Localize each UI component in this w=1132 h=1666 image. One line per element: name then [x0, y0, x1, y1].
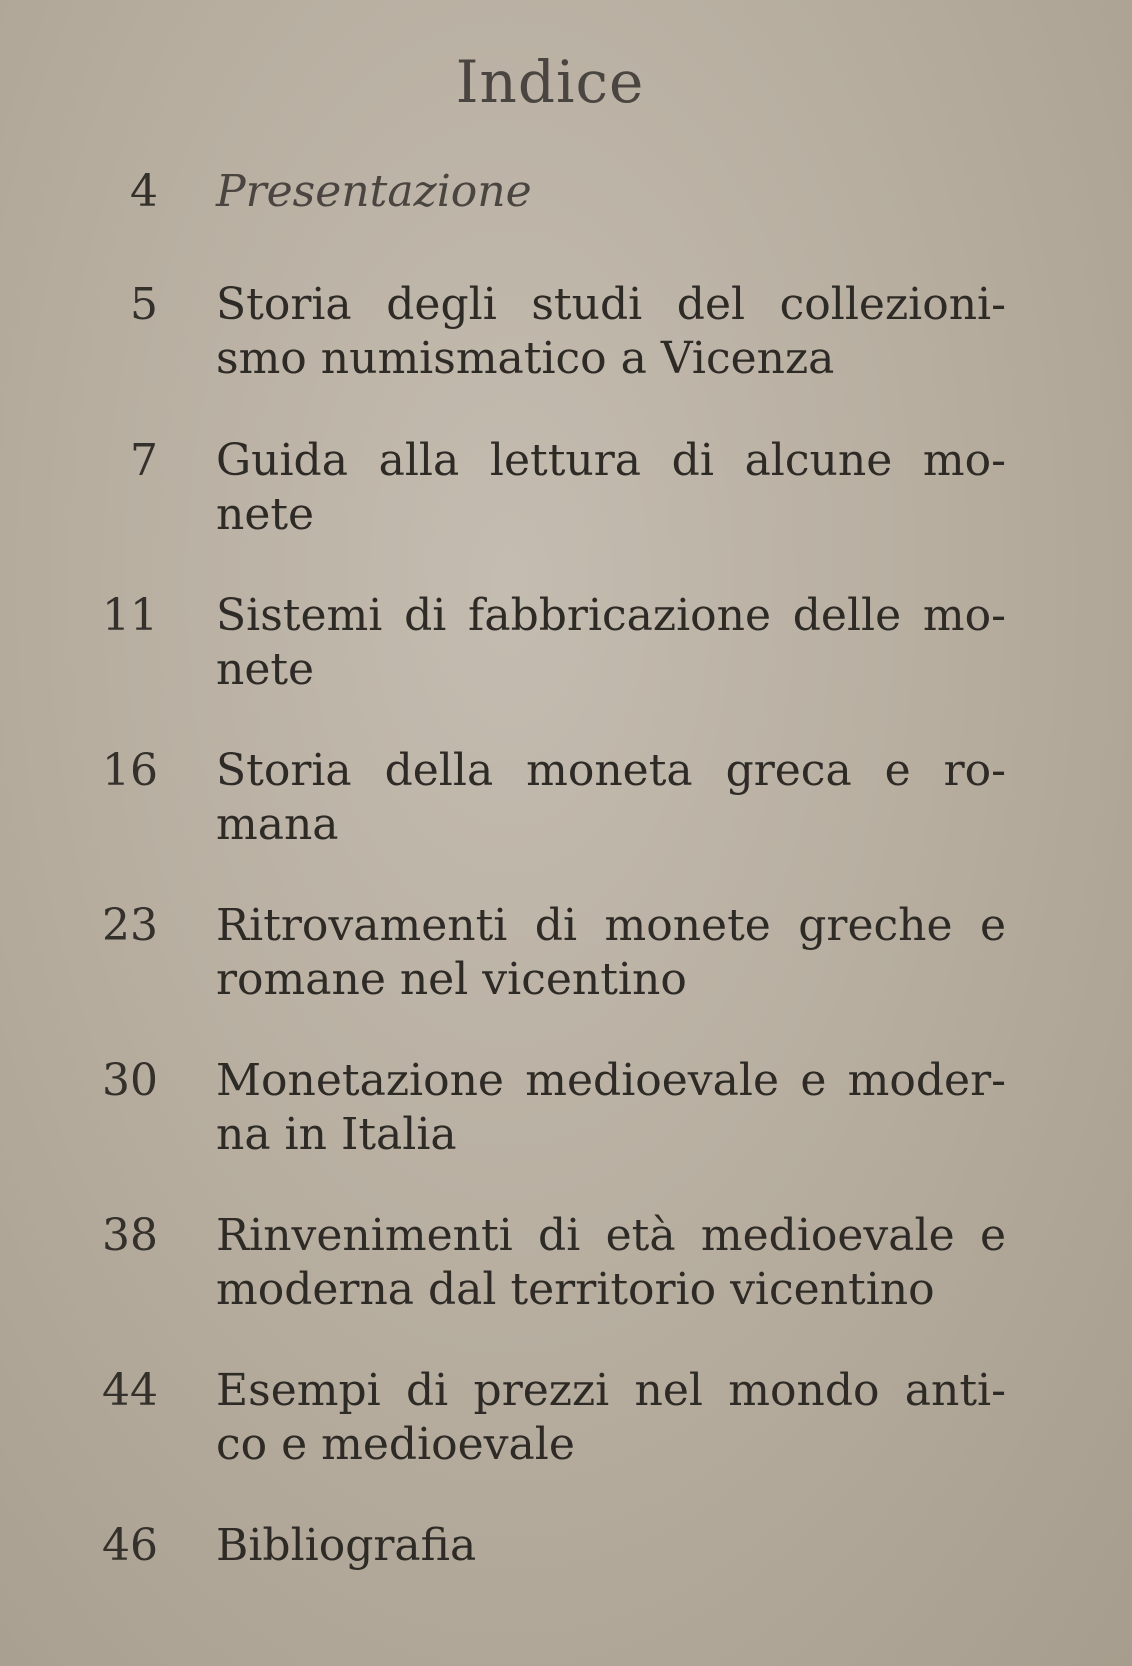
page-title: Indice	[455, 48, 645, 116]
toc-entry-line: Sistemi di fabbricazione delle mo-	[216, 590, 1006, 641]
toc-page-number: 5	[130, 279, 158, 330]
toc-entry-title	[216, 744, 1006, 852]
toc-entry-line: Presentazione	[216, 166, 532, 217]
toc-entry-line: romane nel vicentino	[216, 954, 687, 1005]
toc-entry-line: co e medioevale	[216, 1419, 575, 1470]
toc-entry-line: Monetazione medioevale e moder-	[216, 1055, 1006, 1106]
toc-entry-title	[216, 278, 1006, 386]
toc-entry-title	[216, 1364, 1006, 1472]
toc-page-number: 16	[102, 745, 158, 796]
toc-page-number: 4	[130, 166, 158, 217]
toc-entry-line: Bibliografia	[216, 1520, 477, 1571]
toc-entry-line: smo numismatico a Vicenza	[216, 333, 835, 384]
toc-entry-line: mana	[216, 799, 339, 850]
toc-page-number: 23	[102, 900, 158, 951]
toc-entry-line: Guida alla lettura di alcune mo-	[216, 435, 1006, 486]
toc-page-number: 44	[102, 1365, 158, 1416]
toc-page-number: 38	[102, 1210, 158, 1261]
toc-page-number: 46	[102, 1520, 158, 1571]
toc-entry-title	[216, 434, 1006, 542]
toc-entry-title	[216, 1519, 1006, 1573]
toc-page-number: 7	[130, 435, 158, 486]
toc-entry-line: Rinvenimenti di età medioevale e	[216, 1210, 1006, 1261]
toc-entry-title	[216, 1209, 1006, 1317]
toc-entry-line: nete	[216, 489, 315, 540]
toc-entry-line: Storia della moneta greca e ro-	[216, 745, 1006, 796]
toc-entry-title	[216, 589, 1006, 697]
toc-entry-line: nete	[216, 644, 315, 695]
toc-entry-line: Storia degli studi del collezioni-	[216, 279, 1006, 330]
toc-entry-line: moderna dal territorio vicentino	[216, 1264, 935, 1315]
toc-entry-line: Esempi di prezzi nel mondo anti-	[216, 1365, 1006, 1416]
toc-entry-line: na in Italia	[216, 1109, 457, 1160]
toc-page-number: 30	[102, 1055, 158, 1106]
toc-page-number: 11	[102, 590, 158, 641]
toc-entry-title	[216, 165, 1006, 219]
toc-entry-line: Ritrovamenti di monete greche e	[216, 900, 1006, 951]
toc-entry-title	[216, 899, 1006, 1007]
toc-entry-title	[216, 1054, 1006, 1162]
